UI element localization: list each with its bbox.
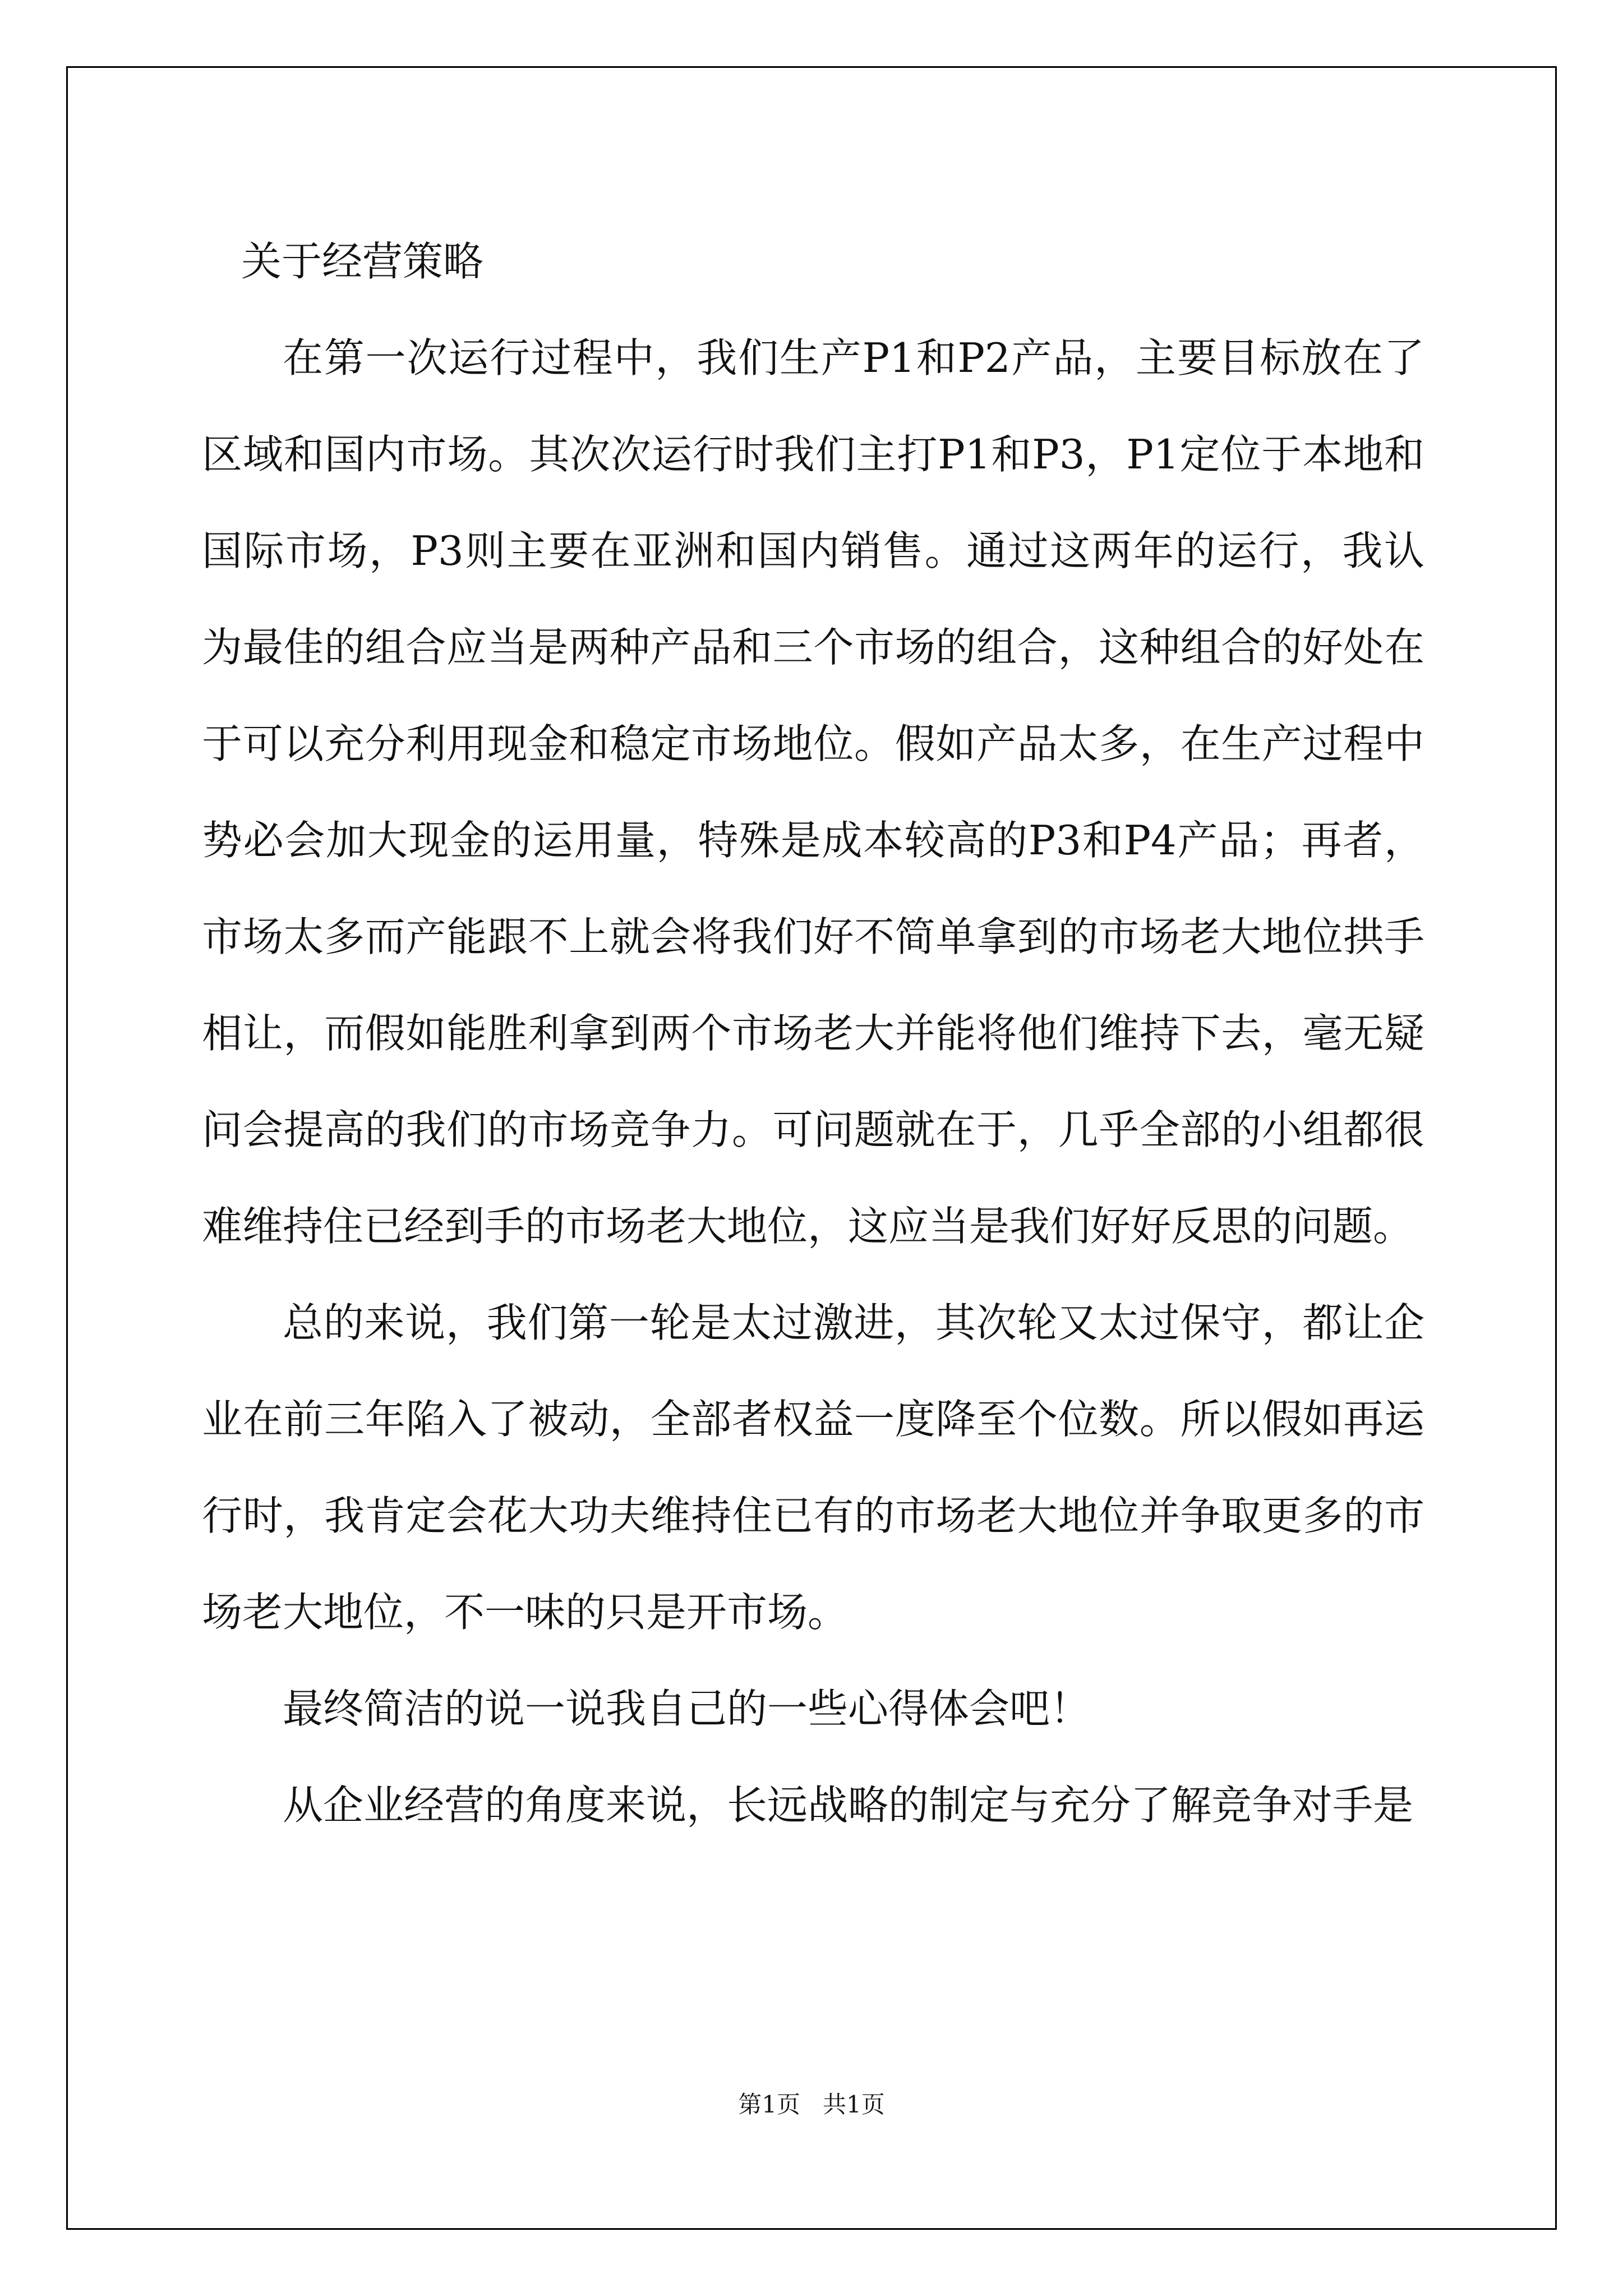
page-total: 共1页 [823, 2091, 885, 2118]
page-number: 第1页 [738, 2091, 800, 2118]
document-heading: 关于经营策略 [241, 238, 484, 285]
paragraph-reflection-intro: 最终简洁的说一说我自己的一些心得体会吧！ [283, 1685, 1091, 1732]
paragraph-strategy: 在第一次运行过程中，我们生产P1和P2产品，主要目标放在了区域和国内市场。其次次运行时我们主打P1和P3，P1定位于本地和国际市场，P3则主要在亚洲和国内销售。通过这两年的运行，我认为最佳的组合应当是两种产品和三个市场的组合，这种组合的好处在于可以充分利用现金和稳定市场地位。假如产品太多，在生产过程中势必会加大现金的运用量，特殊是成本较高的P3和P4产品；再者，市场太多而产能跟不上就会将我们好不简单拿到的市场老大地位拱手相让，而假如能胜利拿到两个市场老大并能将他们维持下去，毫无疑问会提高的我们的市场竞争力。可问题就在于，几乎全部的小组都很难维持住已经到手的市场老大地位，这应当是我们好好反思的问题。 [202, 334, 1424, 1250]
document-body [202, 213, 1424, 1853]
paragraph-summary: 总的来说，我们第一轮是太过激进，其次轮又太过保守，都让企业在前三年陷入了被动，全部者权益一度降至个位数。所以假如再运行时，我肯定会花大功夫维持住已有的市场老大地位并争取更多的市场老大地位，不一味的只是开市场。 [202, 1299, 1424, 1636]
paragraph-business-perspective: 从企业经营的角度来说，长远战略的制定与充分了解竞争对手是 [283, 1782, 1414, 1829]
page-footer [0, 2088, 1623, 2122]
